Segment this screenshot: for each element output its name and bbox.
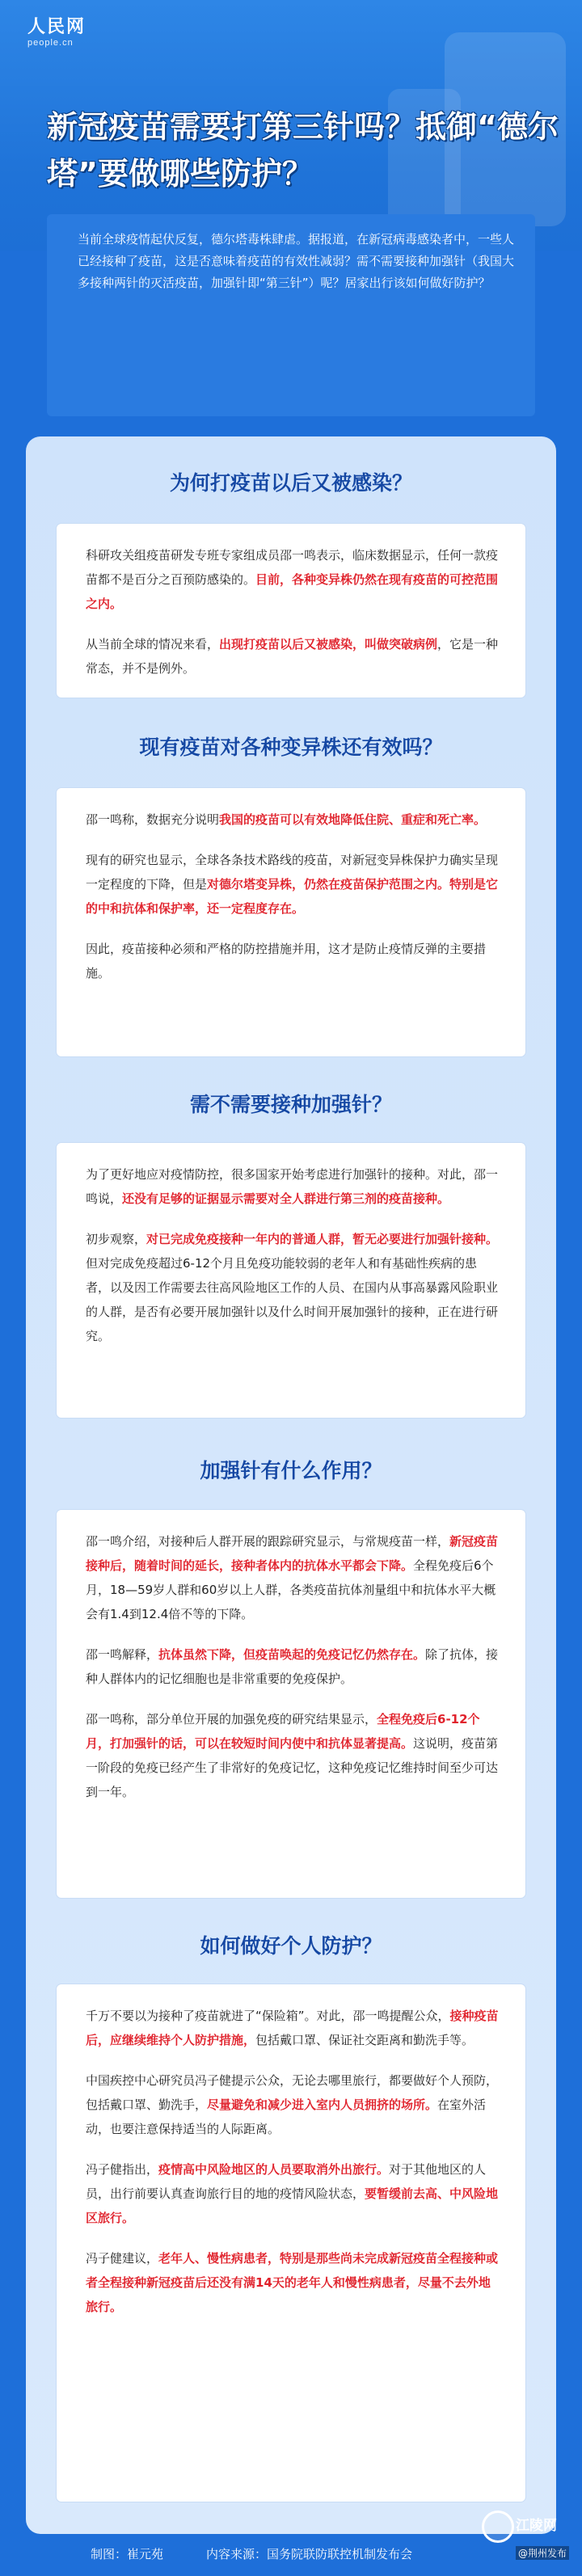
watermark-logo-icon — [482, 2511, 514, 2543]
section-title: 现有疫苗对各种变异株还有效吗？ — [139, 736, 443, 759]
paragraph: 冯子健指出，疫情高中风险地区的人员要取消外出旅行。对于其他地区的人员，出行前要认真查询旅行目的地的疫情风险状态，要暂缓前去高、中风险地区旅行。 — [86, 2162, 499, 2225]
paragraph: 从当前全球的情况来看，出现打疫苗以后又被感染，叫做突破病例，它是一种常态，并不是例外。 — [86, 637, 499, 676]
section-title: 加强针有什么作用？ — [200, 1459, 382, 1482]
logo-domain: people.cn — [27, 38, 74, 48]
section-card — [57, 1984, 525, 2502]
section-title: 为何打疫苗以后又被感染？ — [169, 471, 412, 495]
watermark-handle: @荆州发布 — [516, 2546, 569, 2560]
section-title: 如何做好个人防护？ — [200, 1934, 382, 1958]
paragraph: 初步观察，对已完成免疫接种一年内的普通人群，暂无必要进行加强针接种。但对完成免疫超过6-12个月且免疫功能较弱的老年人和有基础性疾病的患者，以及因工作需要去往高风险地区工作的人员、在国内从事高暴露风险职业的人群，是否有必要开展加强针以及什么时间开展加强针的接种，正在进行研究。 — [86, 1232, 499, 1343]
credit-text: 制图：崔元苑 — [91, 2547, 164, 2561]
paragraph: 现有的研究也显示，全球各条技术路线的疫苗，对新冠变异株保护力确实呈现一定程度的下降，但是对德尔塔变异株，仍然在疫苗保护范围之内。特别是它的中和抗体和保护率，还一定程度存在。 — [86, 853, 499, 916]
paragraph: 邵一鸣介绍，对接种后人群开展的跟踪研究显示，与常规疫苗一样，新冠疫苗接种后，随着时间的延长，接种者体内的抗体水平都会下降。全程免疫后6个月，18—59岁人群和60岁以上人群，各类疫苗抗体剂量组中和抗体水平大概会有1.4到12.4倍不等的下降。 — [86, 1534, 499, 1621]
site-logo[interactable] — [27, 13, 86, 48]
paragraph: 邵一鸣称，数据充分说明我国的疫苗可以有效地降低住院、重症和死亡率。 — [86, 812, 487, 827]
intro-box — [47, 214, 535, 416]
paragraph: 为了更好地应对疫情防控，很多国家开始考虑进行加强针的接种。对此，邵一鸣说，还没有足够的证据显示需要对全人群进行第三剂的疫苗接种。 — [86, 1167, 499, 1206]
intro-text: 当前全球疫情起伏反复，德尔塔毒株肆虐。据报道，在新冠病毒感染者中，一些人已经接种了疫苗，这是否意味着疫苗的有效性减弱？需不需要接种加强针（我国大多接种两针的灭活疫苗，加强针即“第三针”）呢？居家出行该如何做好防护？ — [78, 232, 515, 290]
source-text: 内容来源：国务院联防联控机制发布会 — [206, 2547, 413, 2561]
section-card — [57, 524, 525, 698]
paragraph: 科研攻关组疫苗研发专班专家组成员邵一鸣表示，临床数据显示，任何一款疫苗都不是百分之百预防感染的。目前，各种变异株仍然在现有疫苗的可控范围之内。 — [86, 548, 499, 611]
paragraph: 因此，疫苗接种必须和严格的防控措施并用，这才是防止疫情反弹的主要措施。 — [86, 942, 487, 980]
logo-text: 人民网 — [27, 16, 86, 37]
paragraph: 中国疾控中心研究员冯子健提示公众，无论去哪里旅行，都要做好个人预防，包括戴口罩、勤洗手，尽量避免和减少进入室内人员拥挤的场所。在室外活动，也要注意保持适当的人际距离。 — [86, 2073, 499, 2136]
section-title: 需不需要接种加强针？ — [189, 1093, 392, 1116]
paragraph: 冯子健建议，老年人、慢性病患者，特别是那些尚未完成新冠疫苗全程接种或者全程接种新冠疫苗后还没有满14天的老年人和慢性病患者，尽量不去外地旅行。 — [86, 2251, 499, 2314]
section-card — [57, 788, 525, 1056]
section-card — [57, 1143, 525, 1418]
section-card — [57, 1510, 525, 1898]
paragraph: 邵一鸣解释，抗体虽然下降，但疫苗唤起的免疫记忆仍然存在。除了抗体，接种人群体内的记忆细胞也是非常重要的免疫保护。 — [86, 1647, 499, 1686]
watermark-name: 江陵网 — [516, 2518, 557, 2534]
watermark — [466, 2507, 571, 2572]
paragraph: 邵一鸣称，部分单位开展的加强免疫的研究结果显示，全程免疫后6-12个月，打加强针的话，可以在较短时间内使中和抗体显著提高。这说明，疫苗第一阶段的免疫已经产生了非常好的免疫记忆，这种免疫记忆维持时间至少可达到一年。 — [86, 1712, 499, 1799]
paragraph: 千万不要以为接种了疫苗就进了“保险箱”。对此，邵一鸣提醒公众，接种疫苗后，应继续维持个人防护措施，包括戴口罩、保证社交距离和勤洗手等。 — [86, 2009, 499, 2047]
page-title: 新冠疫苗需要打第三针吗？抵御“德尔塔”要做哪些防护？ — [47, 109, 559, 192]
